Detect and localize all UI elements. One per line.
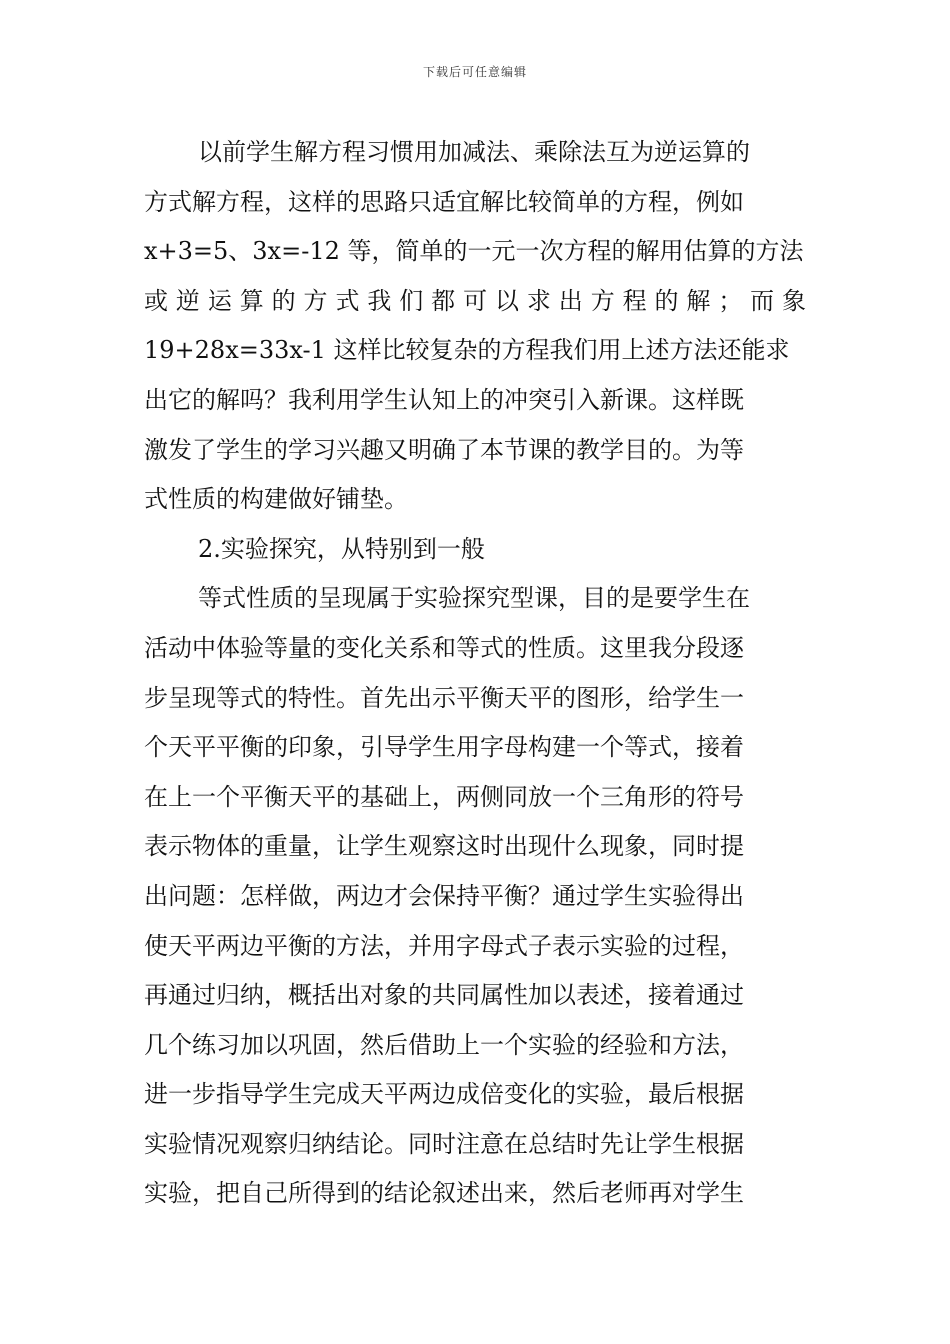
- text-line: 个天平平衡的印象，引导学生用字母构建一个等式，接着: [144, 733, 744, 762]
- text-line: 式性质的构建做好铺垫。: [144, 485, 408, 514]
- text-line: 实验情况观察归纳结论。同时注意在总结时先让学生根据: [144, 1129, 744, 1158]
- body-text: [144, 128, 806, 1219]
- text-line: 以前学生解方程习惯用加减法、乘除法互为逆运算的: [198, 138, 750, 166]
- section-heading: 2.实验探究，从特别到一般: [198, 534, 485, 563]
- text-line: 活动中体验等量的变化关系和等式的性质。这里我分段逐: [144, 633, 744, 662]
- text-line: 激发了学生的学习兴趣又明确了本节课的教学目的。为等: [144, 435, 744, 464]
- text-line: 进一步指导学生完成天平两边成倍变化的实验，最后根据: [144, 1080, 744, 1109]
- text-line: 19+28x=33x-1 这样比较复杂的方程我们用上述方法还能求: [144, 336, 790, 365]
- text-line: 步呈现等式的特性。首先出示平衡天平的图形，给学生一: [144, 683, 744, 712]
- text-line: 再通过归纳，概括出对象的共同属性加以表述，接着通过: [144, 981, 744, 1010]
- text-line: 出问题：怎样做，两边才会保持平衡？通过学生实验得出: [144, 881, 744, 910]
- text-line: 使天平两边平衡的方法，并用字母式子表示实验的过程，: [144, 931, 744, 960]
- text-line: 实验，把自己所得到的结论叙述出来，然后老师再对学生: [144, 1179, 744, 1208]
- text-line: 在上一个平衡天平的基础上，两侧同放一个三角形的符号: [144, 782, 744, 811]
- text-line: 或 逆 运 算 的 方 式 我 们 都 可 以 求 出 方 程 的 解 ； 而 象: [144, 286, 806, 315]
- text-line: 出它的解吗？我利用学生认知上的冲突引入新课。这样既: [144, 385, 744, 414]
- text-line: x+3=5、3x=-12 等，简单的一元一次方程的解用估算的方法: [144, 237, 804, 266]
- text-line: 表示物体的重量，让学生观察这时出现什么现象，同时提: [144, 832, 744, 861]
- text-line: 方式解方程，这样的思路只适宜解比较简单的方程，例如: [144, 187, 744, 216]
- text-line: 几个练习加以巩固，然后借助上一个实验的经验和方法，: [144, 1030, 744, 1059]
- page-header: 下载后可任意编辑: [422, 65, 527, 79]
- text-line: 等式性质的呈现属于实验探究型课，目的是要学生在: [198, 584, 750, 613]
